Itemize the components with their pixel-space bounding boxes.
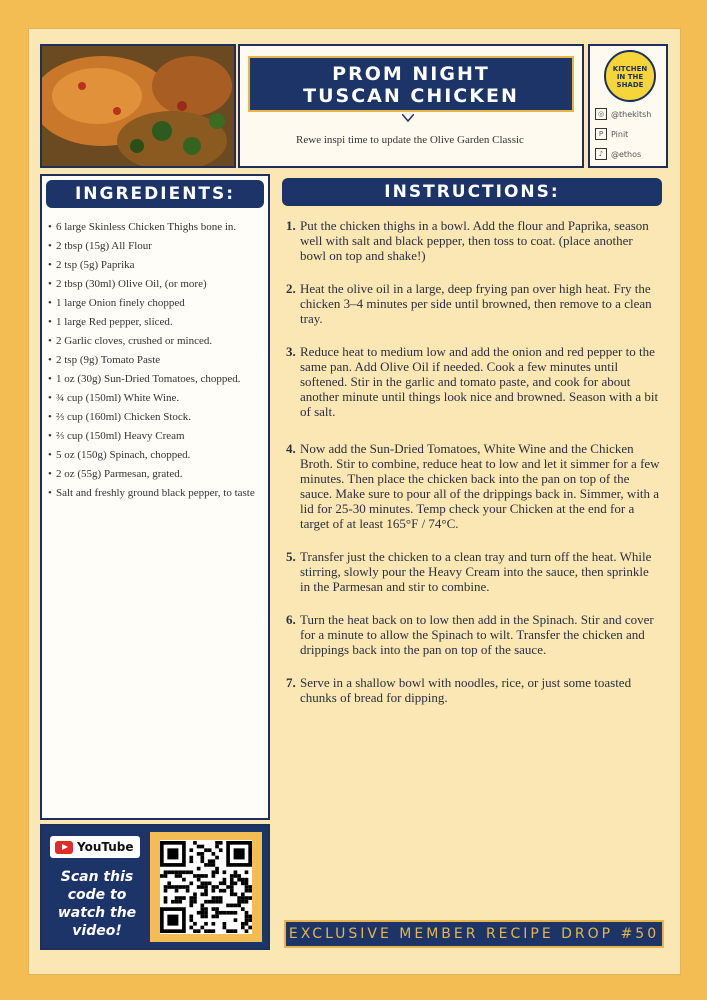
qr-module: [200, 856, 204, 860]
social-tiktok-label: @ethos: [611, 149, 642, 159]
qr-module: [215, 885, 219, 889]
qr-module: [212, 889, 216, 893]
qr-module: [241, 893, 245, 897]
social-pinterest[interactable]: [595, 128, 628, 140]
qr-module: [189, 915, 193, 919]
step-number: 3.: [286, 344, 296, 359]
ingredient-item: • 2 tsp (5g) Paprika: [48, 258, 262, 272]
qr-module: [204, 929, 208, 933]
qr-module: [212, 859, 216, 863]
qr-module: [230, 885, 234, 889]
qr-module: [200, 911, 204, 915]
qr-module: [215, 856, 219, 860]
social-tiktok[interactable]: [595, 148, 641, 160]
qr-module: [186, 885, 190, 889]
qr-module: [197, 874, 201, 878]
step-text: Put the chicken thighs in a bowl. Add the flour and Paprika, season well with salt and black pepper, then toss to coat. (place another bowl on top and shake!): [300, 218, 649, 263]
qr-module: [175, 889, 179, 893]
qr-module: [245, 870, 249, 874]
ingredient-item: • 1 oz (30g) Sun-Dried Tomatoes, chopped.: [48, 372, 262, 386]
youtube-play-icon: [55, 841, 73, 854]
dish-photo-image: [42, 46, 234, 166]
qr-module: [234, 893, 238, 897]
step-number: 5.: [286, 549, 296, 564]
tiktok-icon: ♪: [595, 148, 607, 160]
qr-module: [237, 874, 241, 878]
qr-module: [223, 911, 227, 915]
qr-module: [245, 881, 249, 885]
qr-module: [212, 907, 216, 911]
qr-module: [197, 852, 201, 856]
qr-module: [167, 848, 178, 859]
qr-module: [212, 852, 216, 856]
qr-module: [175, 874, 179, 878]
logo-line1: KITCHEN: [612, 65, 648, 73]
qr-module: [212, 885, 216, 889]
title-box: [238, 44, 584, 168]
qr-module: [212, 874, 216, 878]
qr-module: [200, 874, 204, 878]
qr-module: [215, 867, 219, 871]
qr-module: [234, 874, 238, 878]
qr-module: [193, 900, 197, 904]
qr-module: [223, 889, 227, 893]
ingredient-item: • ⅔ cup (150ml) Heavy Cream: [48, 429, 262, 443]
qr-module: [241, 881, 245, 885]
qr-module: [197, 929, 201, 933]
qr-module: [245, 918, 249, 922]
qr-module: [248, 918, 252, 922]
pinterest-icon: P: [595, 128, 607, 140]
qr-module: [241, 926, 245, 930]
qr-module: [204, 922, 208, 926]
qr-module: [215, 896, 219, 900]
brand-box: [588, 44, 668, 168]
qr-module: [189, 918, 193, 922]
step-number: 7.: [286, 675, 296, 690]
qr-module: [230, 893, 234, 897]
qr-module: [189, 904, 193, 908]
qr-module: [182, 878, 186, 882]
qr-module: [182, 870, 186, 874]
qr-module: [167, 881, 171, 885]
qr-module: [204, 911, 208, 915]
qr-module: [186, 870, 190, 874]
qr-module: [189, 856, 193, 860]
qr-module: [164, 870, 168, 874]
qr-module: [212, 863, 216, 867]
video-box: [40, 824, 270, 950]
qr-module: [245, 878, 249, 882]
qr-module: [219, 911, 223, 915]
qr-module: [212, 900, 216, 904]
step-text: Turn the heat back on to low then add in the Spinach. Stir and cover for a minute to allow the Spinach to wilt. Transfer the chicken and drippings back into the pan on top of the sauce.: [300, 612, 654, 657]
qr-module: [212, 929, 216, 933]
qr-module: [223, 926, 227, 930]
qr-module: [215, 911, 219, 915]
kitchen-logo: [604, 50, 656, 102]
qr-module: [200, 893, 204, 897]
qr-module: [164, 885, 168, 889]
instruction-step: [286, 675, 660, 705]
qr-module: [200, 852, 204, 856]
qr-module: [215, 841, 219, 845]
qr-module: [182, 896, 186, 900]
qr-module: [200, 915, 204, 919]
qr-module: [204, 881, 208, 885]
qr-module: [171, 885, 175, 889]
qr-module: [215, 870, 219, 874]
qr-module: [204, 893, 208, 897]
qr-module: [193, 922, 197, 926]
qr-module: [245, 922, 249, 926]
recipe-title-line2: TUSCAN CHICKEN: [303, 85, 519, 107]
recipe-title: [248, 56, 574, 112]
qr-module: [189, 870, 193, 874]
qr-module: [178, 896, 182, 900]
instructions-heading: INSTRUCTIONS:: [282, 178, 662, 206]
youtube-badge: [50, 836, 140, 858]
qr-module: [204, 863, 208, 867]
recipe-title-line1: PROM NIGHT: [332, 63, 490, 85]
qr-module: [171, 900, 175, 904]
qr-module: [245, 911, 249, 915]
qr-module: [245, 885, 249, 889]
qr-module: [178, 870, 182, 874]
qr-module: [219, 900, 223, 904]
qr-module: [234, 911, 238, 915]
instruction-step: [286, 441, 660, 531]
qr-code[interactable]: [160, 840, 252, 934]
recipe-subtitle: Rewe inspi time to update the Olive Garden Classic: [296, 134, 524, 146]
logo-line2: IN THE: [616, 73, 644, 81]
qr-module: [230, 911, 234, 915]
qr-module: [234, 904, 238, 908]
qr-module: [248, 889, 252, 893]
qr-module: [241, 907, 245, 911]
step-text: Serve in a shallow bowl with noodles, rice, or just some toasted chunks of bread for dipping.: [300, 675, 632, 705]
qr-module: [237, 878, 241, 882]
qr-module: [200, 881, 204, 885]
qr-module: [197, 845, 201, 849]
qr-module: [234, 848, 245, 859]
qr-module: [219, 848, 223, 852]
qr-module: [193, 893, 197, 897]
qr-module: [208, 848, 212, 852]
qr-module: [248, 915, 252, 919]
qr-module: [230, 889, 234, 893]
qr-module: [215, 900, 219, 904]
qr-module: [200, 926, 204, 930]
ingredients-list: [48, 220, 262, 505]
video-cta: Scan this code to watch the video!: [57, 869, 137, 939]
qr-module: [171, 870, 175, 874]
qr-module: [223, 870, 227, 874]
qr-module: [167, 885, 171, 889]
instructions-panel: [276, 174, 668, 950]
qr-module: [197, 911, 201, 915]
qr-module: [230, 874, 234, 878]
qr-module: [189, 859, 193, 863]
qr-module: [193, 896, 197, 900]
qr-module: [167, 870, 171, 874]
step-text: Transfer just the chicken to a clean tray and turn off the heat. While stirring, slowly pour the Heavy Cream into the sauce, then sprinkle in the Parmesan and stir to combine.: [300, 549, 652, 594]
qr-module: [189, 896, 193, 900]
qr-module: [167, 915, 178, 926]
qr-module: [248, 926, 252, 930]
qr-module: [204, 848, 208, 852]
qr-module: [230, 881, 234, 885]
qr-module: [212, 922, 216, 926]
qr-module: [230, 904, 234, 908]
youtube-label: YouTube: [77, 840, 134, 854]
qr-module: [204, 889, 208, 893]
qr-module: [215, 915, 219, 919]
qr-module: [245, 896, 249, 900]
qr-module: [164, 896, 168, 900]
step-number: 2.: [286, 281, 296, 296]
qr-module: [204, 885, 208, 889]
step-text: Now add the Sun-Dried Tomatoes, White Wine and the Chicken Broth. Stir to combine, reduce heat to low and let it simmer for a few minutes. Then place the chicken back into the pan on top of the sauce. Make sure to pour all of the drippings back in. Simmer, with a lid for 25-30 minutes. Temp check your Chicken at the end for a target of at least 165°F / 74°C.: [300, 441, 660, 531]
banner-notch-icon: [402, 114, 414, 122]
qr-module: [164, 874, 168, 878]
qr-module: [175, 885, 179, 889]
qr-module: [219, 889, 223, 893]
qr-module: [241, 900, 245, 904]
qr-module: [189, 900, 193, 904]
logo-line3: SHADE: [616, 81, 644, 89]
step-text: Reduce heat to medium low and add the onion and red pepper to the same pan. Add Olive Oil if needed. Cook a few minutes until softened. Stir in the garlic and tomato paste, and cook for about another minute until things look nice and browned. Season with a bit of salt.: [300, 344, 659, 419]
instruction-step: [286, 344, 660, 419]
qr-module: [245, 900, 249, 904]
qr-module: [212, 915, 216, 919]
qr-module: [186, 889, 190, 893]
ingredient-item: • 2 tbsp (30ml) Olive Oil, (or more): [48, 277, 262, 291]
instruction-step: [286, 218, 660, 263]
qr-module: [226, 929, 230, 933]
ingredient-item: • ¾ cup (150ml) White Wine.: [48, 391, 262, 405]
instructions-list: [286, 218, 660, 705]
qr-module: [178, 900, 182, 904]
qr-module: [164, 900, 168, 904]
ingredient-item: • 2 Garlic cloves, crushed or minced.: [48, 334, 262, 348]
instagram-icon: ◎: [595, 108, 607, 120]
step-text: Heat the olive oil in a large, deep frying pan over high heat. Fry the chicken 3–4 minutes per side until browned, then remove to a clean tray.: [300, 281, 652, 326]
qr-module: [230, 878, 234, 882]
qr-module: [208, 881, 212, 885]
qr-module: [237, 904, 241, 908]
instruction-step: [286, 281, 660, 326]
qr-module: [245, 929, 249, 933]
qr-module: [182, 885, 186, 889]
qr-module: [215, 845, 219, 849]
qr-module: [204, 907, 208, 911]
qr-module: [219, 896, 223, 900]
qr-module: [175, 896, 179, 900]
footer-banner: EXCLUSIVE MEMBER RECIPE DROP #50: [284, 920, 664, 948]
qr-module: [178, 874, 182, 878]
ingredient-item: • 2 tsp (9g) Tomato Paste: [48, 353, 262, 367]
qr-module: [178, 885, 182, 889]
qr-module: [245, 915, 249, 919]
ingredient-item: • 2 tbsp (15g) All Flour: [48, 239, 262, 253]
ingredient-item: • 6 large Skinless Chicken Thighs bone in.: [48, 220, 262, 234]
qr-module: [208, 863, 212, 867]
ingredients-heading: INGREDIENTS:: [46, 180, 264, 208]
qr-module: [200, 859, 204, 863]
qr-module: [208, 900, 212, 904]
instruction-step: [286, 612, 660, 657]
qr-module: [248, 896, 252, 900]
ingredient-item: • Salt and freshly ground black pepper, to taste: [48, 486, 262, 500]
qr-module: [189, 848, 193, 852]
qr-module: [237, 900, 241, 904]
ingredient-item: • ⅔ cup (160ml) Chicken Stock.: [48, 410, 262, 424]
qr-module: [160, 874, 164, 878]
qr-module: [223, 881, 227, 885]
qr-module: [219, 841, 223, 845]
qr-module: [245, 889, 249, 893]
qr-module: [193, 874, 197, 878]
social-instagram[interactable]: [595, 108, 651, 120]
qr-module: [230, 929, 234, 933]
instruction-step: [286, 549, 660, 594]
qr-module: [234, 870, 238, 874]
qr-module: [197, 878, 201, 882]
ingredients-panel: [40, 174, 270, 820]
qr-module: [223, 922, 227, 926]
qr-module: [223, 878, 227, 882]
qr-module: [204, 874, 208, 878]
qr-module: [234, 881, 238, 885]
qr-module: [237, 896, 241, 900]
qr-module: [164, 889, 168, 893]
qr-module: [226, 911, 230, 915]
qr-module: [212, 870, 216, 874]
qr-module: [193, 929, 197, 933]
qr-module: [212, 896, 216, 900]
step-number: 4.: [286, 441, 296, 456]
qr-module: [241, 878, 245, 882]
qr-module: [197, 885, 201, 889]
ingredient-item: • 2 oz (55g) Parmesan, grated.: [48, 467, 262, 481]
qr-module: [241, 922, 245, 926]
qr-module: [241, 896, 245, 900]
step-number: 6.: [286, 612, 296, 627]
qr-module: [248, 885, 252, 889]
qr-module: [189, 881, 193, 885]
qr-module: [193, 841, 197, 845]
qr-module: [208, 859, 212, 863]
social-pinterest-label: Pinit: [611, 129, 629, 139]
step-number: 1.: [286, 218, 296, 233]
qr-frame: [150, 832, 262, 942]
qr-module: [215, 907, 219, 911]
qr-module: [234, 918, 238, 922]
qr-module: [204, 915, 208, 919]
ingredient-item: • 1 large Red pepper, sliced.: [48, 315, 262, 329]
qr-module: [189, 926, 193, 930]
qr-module: [175, 900, 179, 904]
qr-module: [200, 904, 204, 908]
qr-module: [197, 867, 201, 871]
qr-module: [200, 845, 204, 849]
dish-photo: [40, 44, 236, 168]
qr-module: [226, 904, 230, 908]
qr-module: [175, 870, 179, 874]
qr-module: [200, 907, 204, 911]
qr-module: [208, 929, 212, 933]
qr-module: [204, 900, 208, 904]
social-instagram-label: @thekitsh: [611, 109, 652, 119]
ingredient-item: • 5 oz (150g) Spinach, chopped.: [48, 448, 262, 462]
qr-module: [200, 885, 204, 889]
qr-module: [226, 885, 230, 889]
ingredient-item: • 1 large Onion finely chopped: [48, 296, 262, 310]
qr-module: [234, 929, 238, 933]
qr-module: [219, 881, 223, 885]
